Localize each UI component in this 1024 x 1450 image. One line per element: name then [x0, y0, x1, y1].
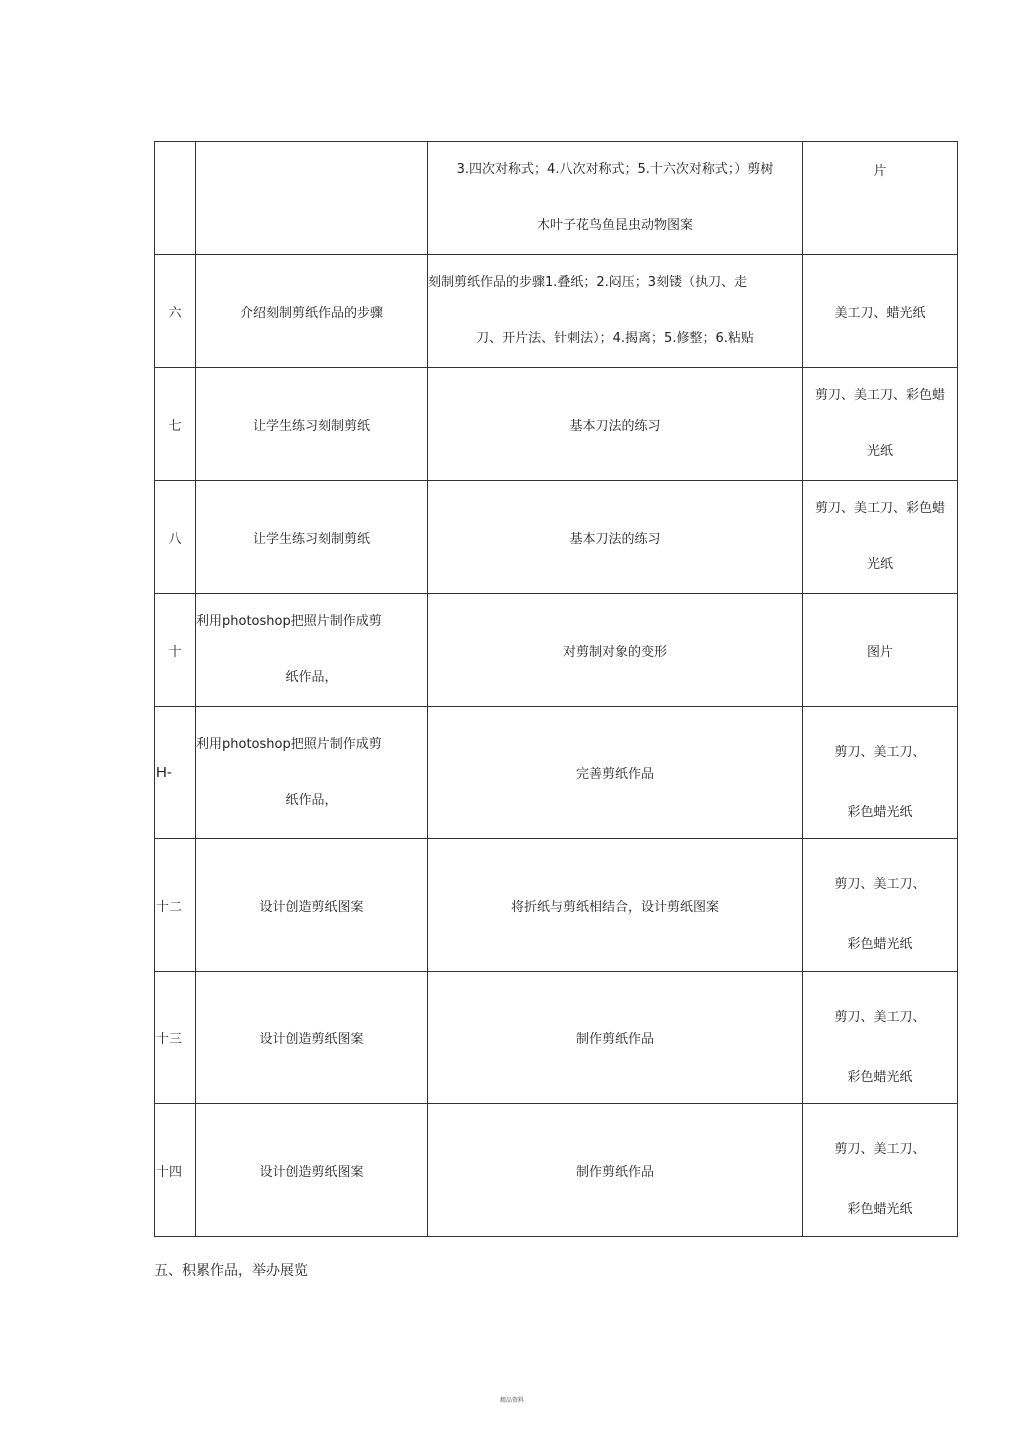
- row-number-cell: 十: [155, 594, 196, 707]
- materials-cell: [803, 972, 958, 1104]
- materials-line: 剪刀、美工刀、: [834, 877, 926, 892]
- materials-line: 光纸: [866, 444, 893, 459]
- topic-line: 纸作品，: [285, 792, 338, 808]
- materials-line: 剪刀、美工刀、彩色蜡: [814, 501, 945, 516]
- footer-note: 精品资料: [499, 1397, 524, 1404]
- materials-line: 剪刀、美工刀、彩色蜡: [814, 388, 945, 403]
- table-row: [155, 1104, 958, 1237]
- row-number-cell: [155, 142, 196, 255]
- topic-cell: [196, 594, 428, 707]
- table-row: [155, 368, 958, 481]
- materials-line: 光纸: [866, 557, 893, 572]
- materials-line: 剪刀、美工刀、: [834, 744, 926, 760]
- content-line: 刻制剪纸作品的步骤1.叠纸；2.闷压；3刻镂（执刀、走: [428, 275, 748, 290]
- materials-line: 彩色蜡光纸: [847, 937, 913, 952]
- content-cell: 制作剪纸作品: [428, 1104, 803, 1237]
- row-number-cell: 十三: [155, 972, 196, 1104]
- topic-cell: 设计创造剪纸图案: [196, 1104, 428, 1237]
- content-cell: 完善剪纸作品: [428, 707, 803, 839]
- table-row: [155, 255, 958, 368]
- materials-cell: [803, 707, 958, 839]
- topic-line: 利用photoshop把照片制作成剪: [196, 614, 382, 629]
- topic-cell: 让学生练习刻制剪纸: [196, 481, 428, 594]
- materials-cell: [803, 1104, 958, 1237]
- materials-cell: [803, 142, 958, 255]
- topic-cell: 让学生练习刻制剪纸: [196, 368, 428, 481]
- section-five-heading: 五、积累作品，举办展览: [154, 1263, 308, 1279]
- table-row: [155, 839, 958, 972]
- table-row: [155, 594, 958, 707]
- materials-cell: [803, 481, 958, 594]
- topic-cell: [196, 707, 428, 839]
- materials-line: 剪刀、美工刀、: [834, 1142, 926, 1157]
- topic-line: 利用photoshop把照片制作成剪: [196, 736, 382, 752]
- row-number-cell: 十四: [155, 1104, 196, 1237]
- content-cell: [428, 142, 803, 255]
- table-row: [155, 707, 958, 839]
- topic-cell: 介绍刻制剪纸作品的步骤: [196, 255, 428, 368]
- materials-line: 彩色蜡光纸: [847, 1069, 913, 1085]
- content-line: 刀、开片法、针刺法）；4.揭离；5.修整；6.粘贴: [476, 331, 754, 346]
- content-cell: 制作剪纸作品: [428, 972, 803, 1104]
- topic-cell: 设计创造剪纸图案: [196, 972, 428, 1104]
- row-number-cell: 七: [155, 368, 196, 481]
- content-cell: 将折纸与剪纸相结合，设计剪纸图案: [428, 839, 803, 972]
- row-number-cell: H-: [155, 707, 196, 839]
- materials-cell: [803, 839, 958, 972]
- row-number-cell: 十二: [155, 839, 196, 972]
- materials-line: 彩色蜡光纸: [847, 1202, 913, 1217]
- table-row: [155, 142, 958, 255]
- materials-cell: [803, 368, 958, 481]
- row-number-cell: 八: [155, 481, 196, 594]
- row-number-cell: 六: [155, 255, 196, 368]
- topic-cell: [196, 142, 428, 255]
- materials-line: 彩色蜡光纸: [847, 804, 913, 820]
- topic-cell: 设计创造剪纸图案: [196, 839, 428, 972]
- content-line: 3.四次对称式；4.八次对称式；5.十六次对称式；）剪树: [456, 162, 774, 177]
- content-cell: 基本刀法的练习: [428, 481, 803, 594]
- lesson-plan-table: [154, 141, 958, 1237]
- table-row: [155, 972, 958, 1104]
- materials-line: 片: [873, 164, 887, 179]
- topic-line: 纸作品，: [285, 670, 338, 685]
- content-line: 木叶子花鸟鱼昆虫动物图案: [536, 218, 693, 233]
- materials-line: 剪刀、美工刀、: [834, 1009, 926, 1025]
- content-cell: [428, 255, 803, 368]
- content-cell: 基本刀法的练习: [428, 368, 803, 481]
- table-row: [155, 481, 958, 594]
- materials-cell: 美工刀、蜡光纸: [803, 255, 958, 368]
- materials-cell: 图片: [803, 594, 958, 707]
- content-cell: 对剪制对象的变形: [428, 594, 803, 707]
